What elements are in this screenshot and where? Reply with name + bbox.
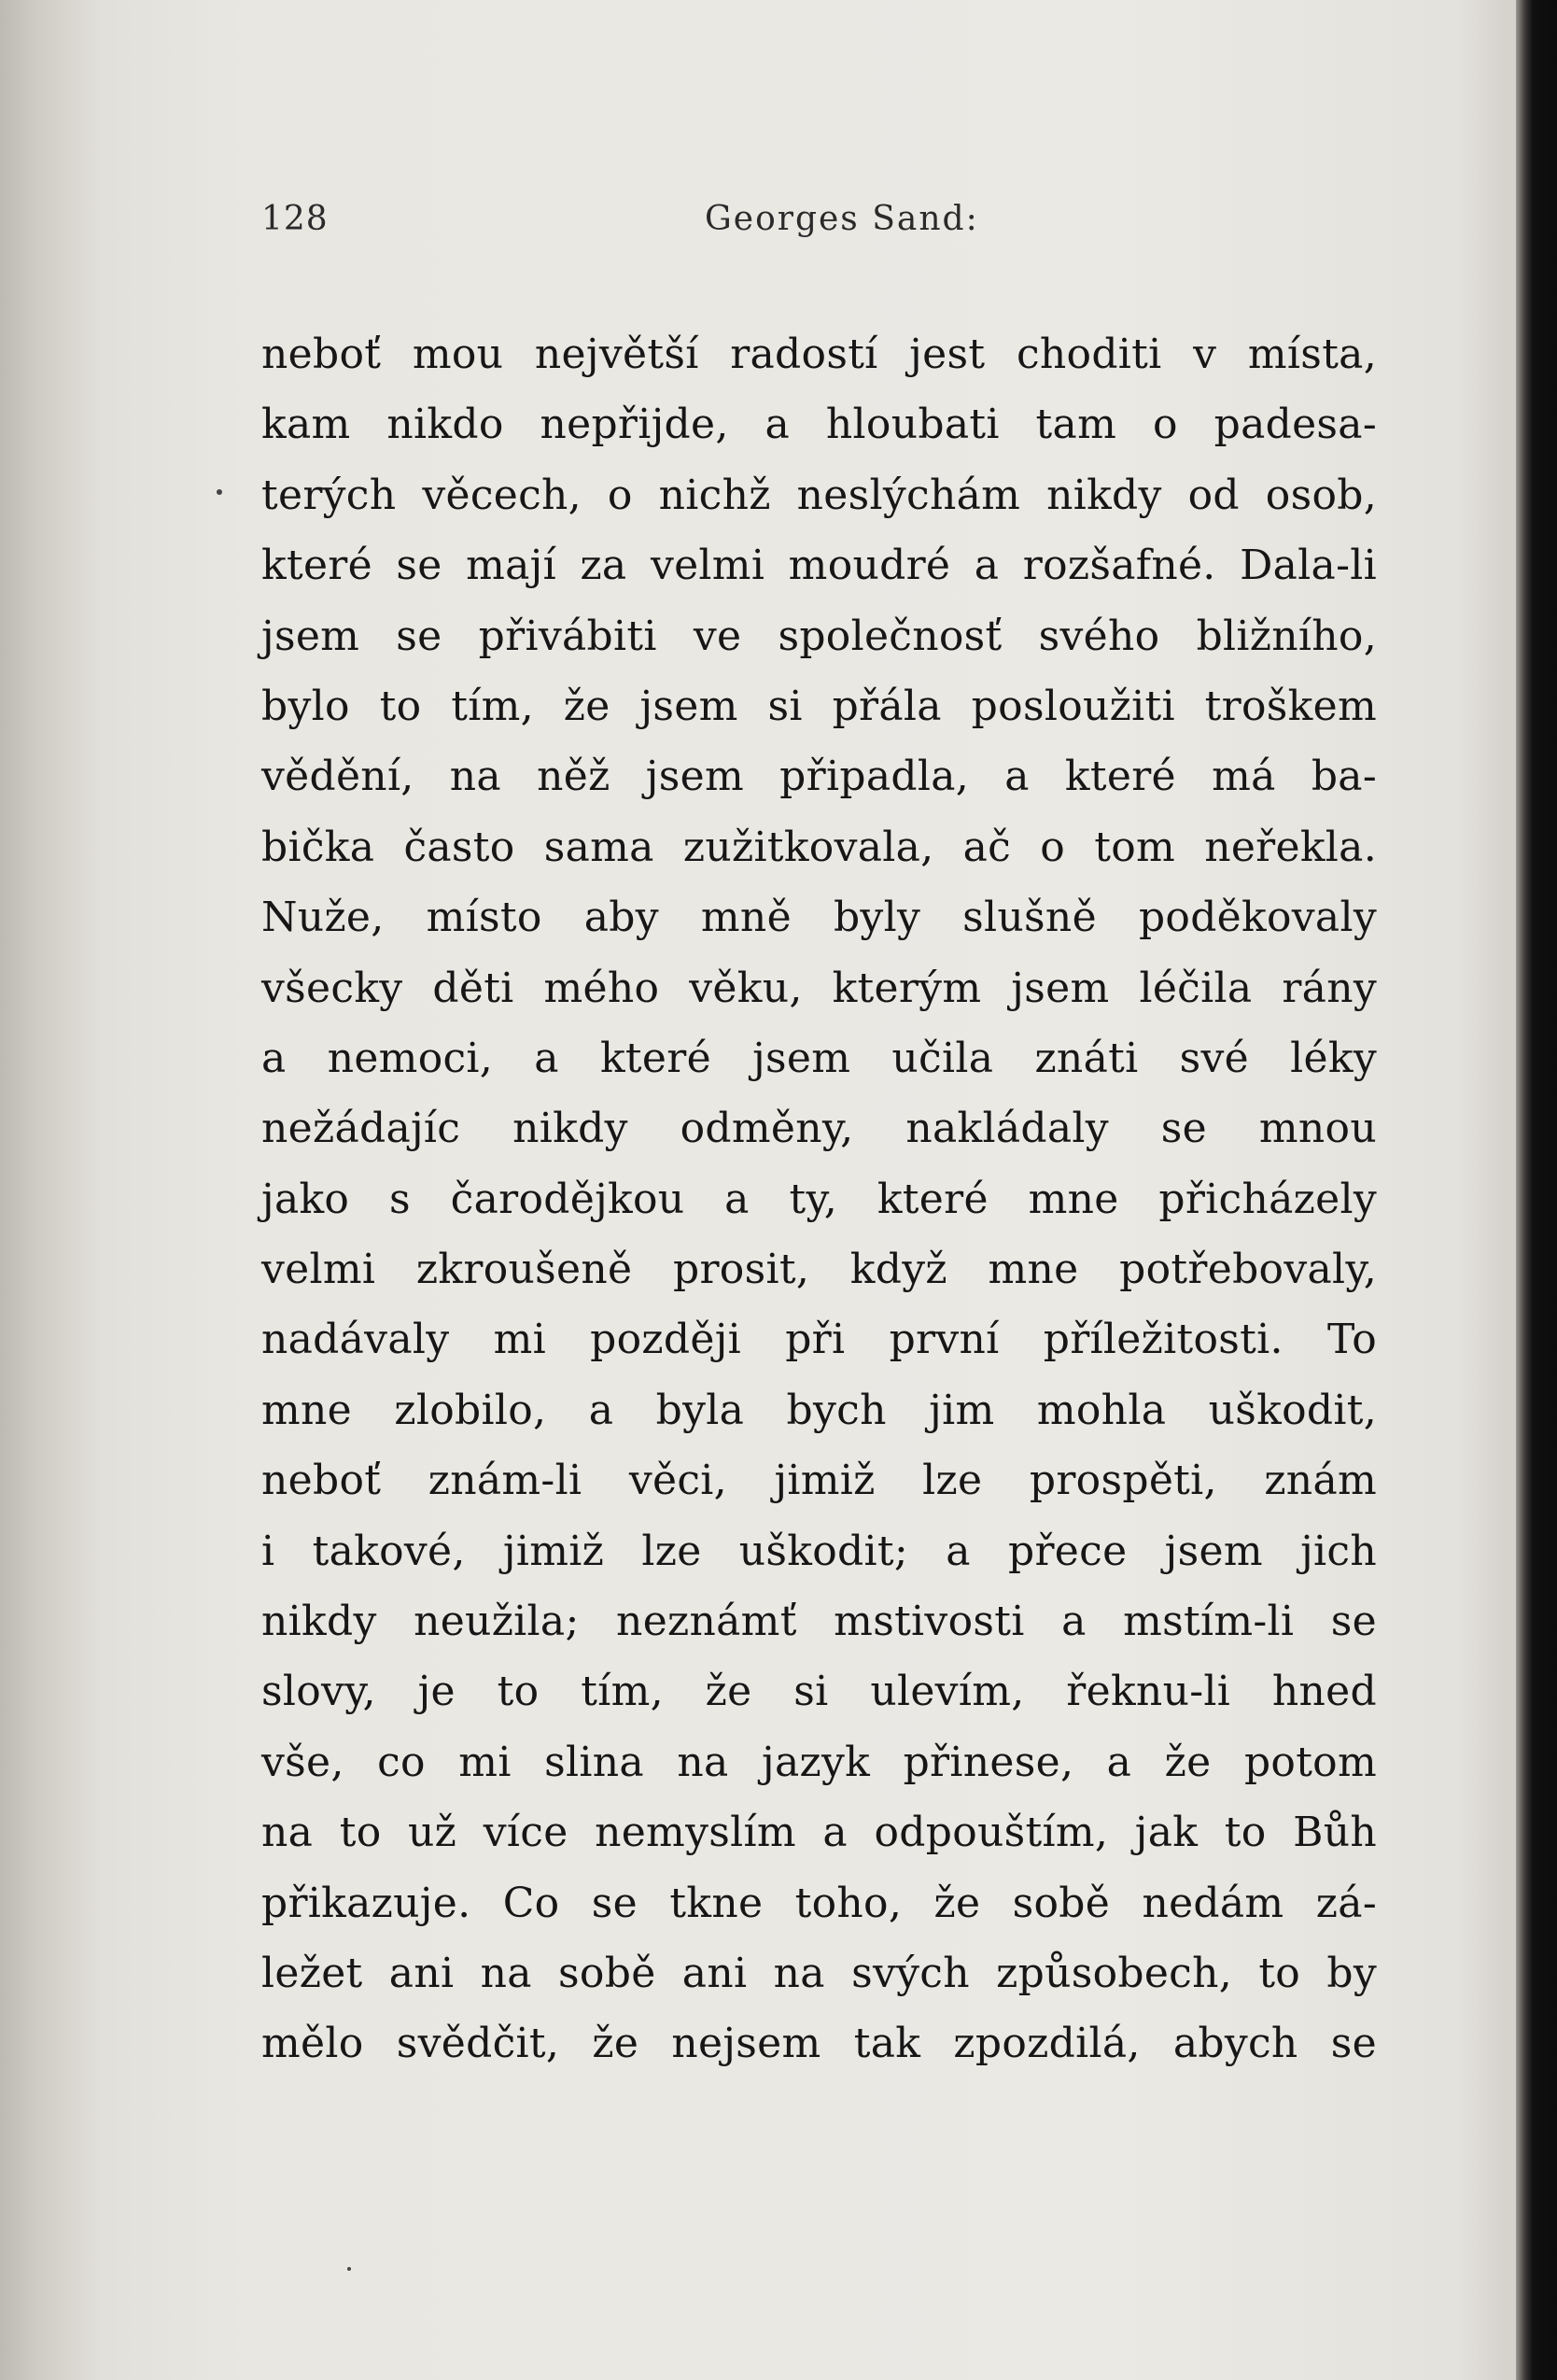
text-line: přikazuje. Co se tkne toho, že sobě nedám zá- (261, 1879, 1377, 1927)
scan-speck (217, 489, 222, 495)
text-line: nežádajíc nikdy odměny, nakládaly se mnou (261, 1105, 1377, 1153)
text-line: nikdy neužila; neznámť mstivosti a mstím-li se (261, 1598, 1377, 1646)
text-line: mne zlobilo, a byla bych jim mohla uškodit, (261, 1386, 1377, 1434)
text-line: na to už více nemyslím a odpouštím, jak to Bůh (261, 1809, 1377, 1857)
text-line: a nemoci, a které jsem učila znáti své léky (261, 1034, 1377, 1082)
text-line: terých věcech, o nichž neslýchám nikdy od osob, (261, 471, 1377, 519)
text-line: neboť mou největší radostí jest choditi v místa, (261, 331, 1377, 378)
text-line: slovy, je to tím, že si ulevím, řeknu-li hned (261, 1668, 1377, 1716)
scan-speck (347, 2267, 351, 2271)
text-line: které se mají za velmi moudré a rozšafné. Dala-li (261, 542, 1377, 590)
page-binding-edge (1516, 0, 1557, 2380)
text-line: vše, co mi slina na jazyk přinese, a že potom (261, 1738, 1377, 1786)
text-line: bička často sama zužitkovala, ač o tom neřekla. (261, 823, 1377, 871)
text-line: jsem se přivábiti ve společnosť svého bližního, (261, 612, 1377, 660)
text-line: bylo to tím, že jsem si přála posloužiti troškem (261, 682, 1377, 730)
text-line: vědění, na něž jsem připadla, a které má ba- (261, 753, 1377, 801)
text-line: jako s čarodějkou a ty, které mne přicházely (261, 1175, 1377, 1223)
text-line: velmi zkroušeně prosit, když mne potřebovaly, (261, 1246, 1377, 1294)
text-line: mělo svědčit, že nejsem tak zpozdilá, abych se (261, 2020, 1377, 2068)
page-header (261, 200, 1377, 246)
text-line: všecky děti mého věku, kterým jsem léčila rány (261, 964, 1377, 1012)
text-line: ležet ani na sobě ani na svých způsobech, to by (261, 1949, 1377, 1997)
text-line: nadávaly mi později při první příležitosti. To (261, 1316, 1377, 1364)
text-line: Nuže, místo aby mně byly slušně poděkovaly (261, 894, 1377, 942)
text-line: i takové, jimiž lze uškodit; a přece jsem jich (261, 1527, 1377, 1575)
text-line: neboť znám-li věci, jimiž lze prospěti, znám (261, 1457, 1377, 1505)
running-head: Georges Sand: (705, 200, 979, 238)
body-text (261, 319, 1377, 2079)
page-number: 128 (261, 200, 329, 238)
text-line: kam nikdo nepřijde, a hloubati tam o padesa- (261, 401, 1377, 449)
